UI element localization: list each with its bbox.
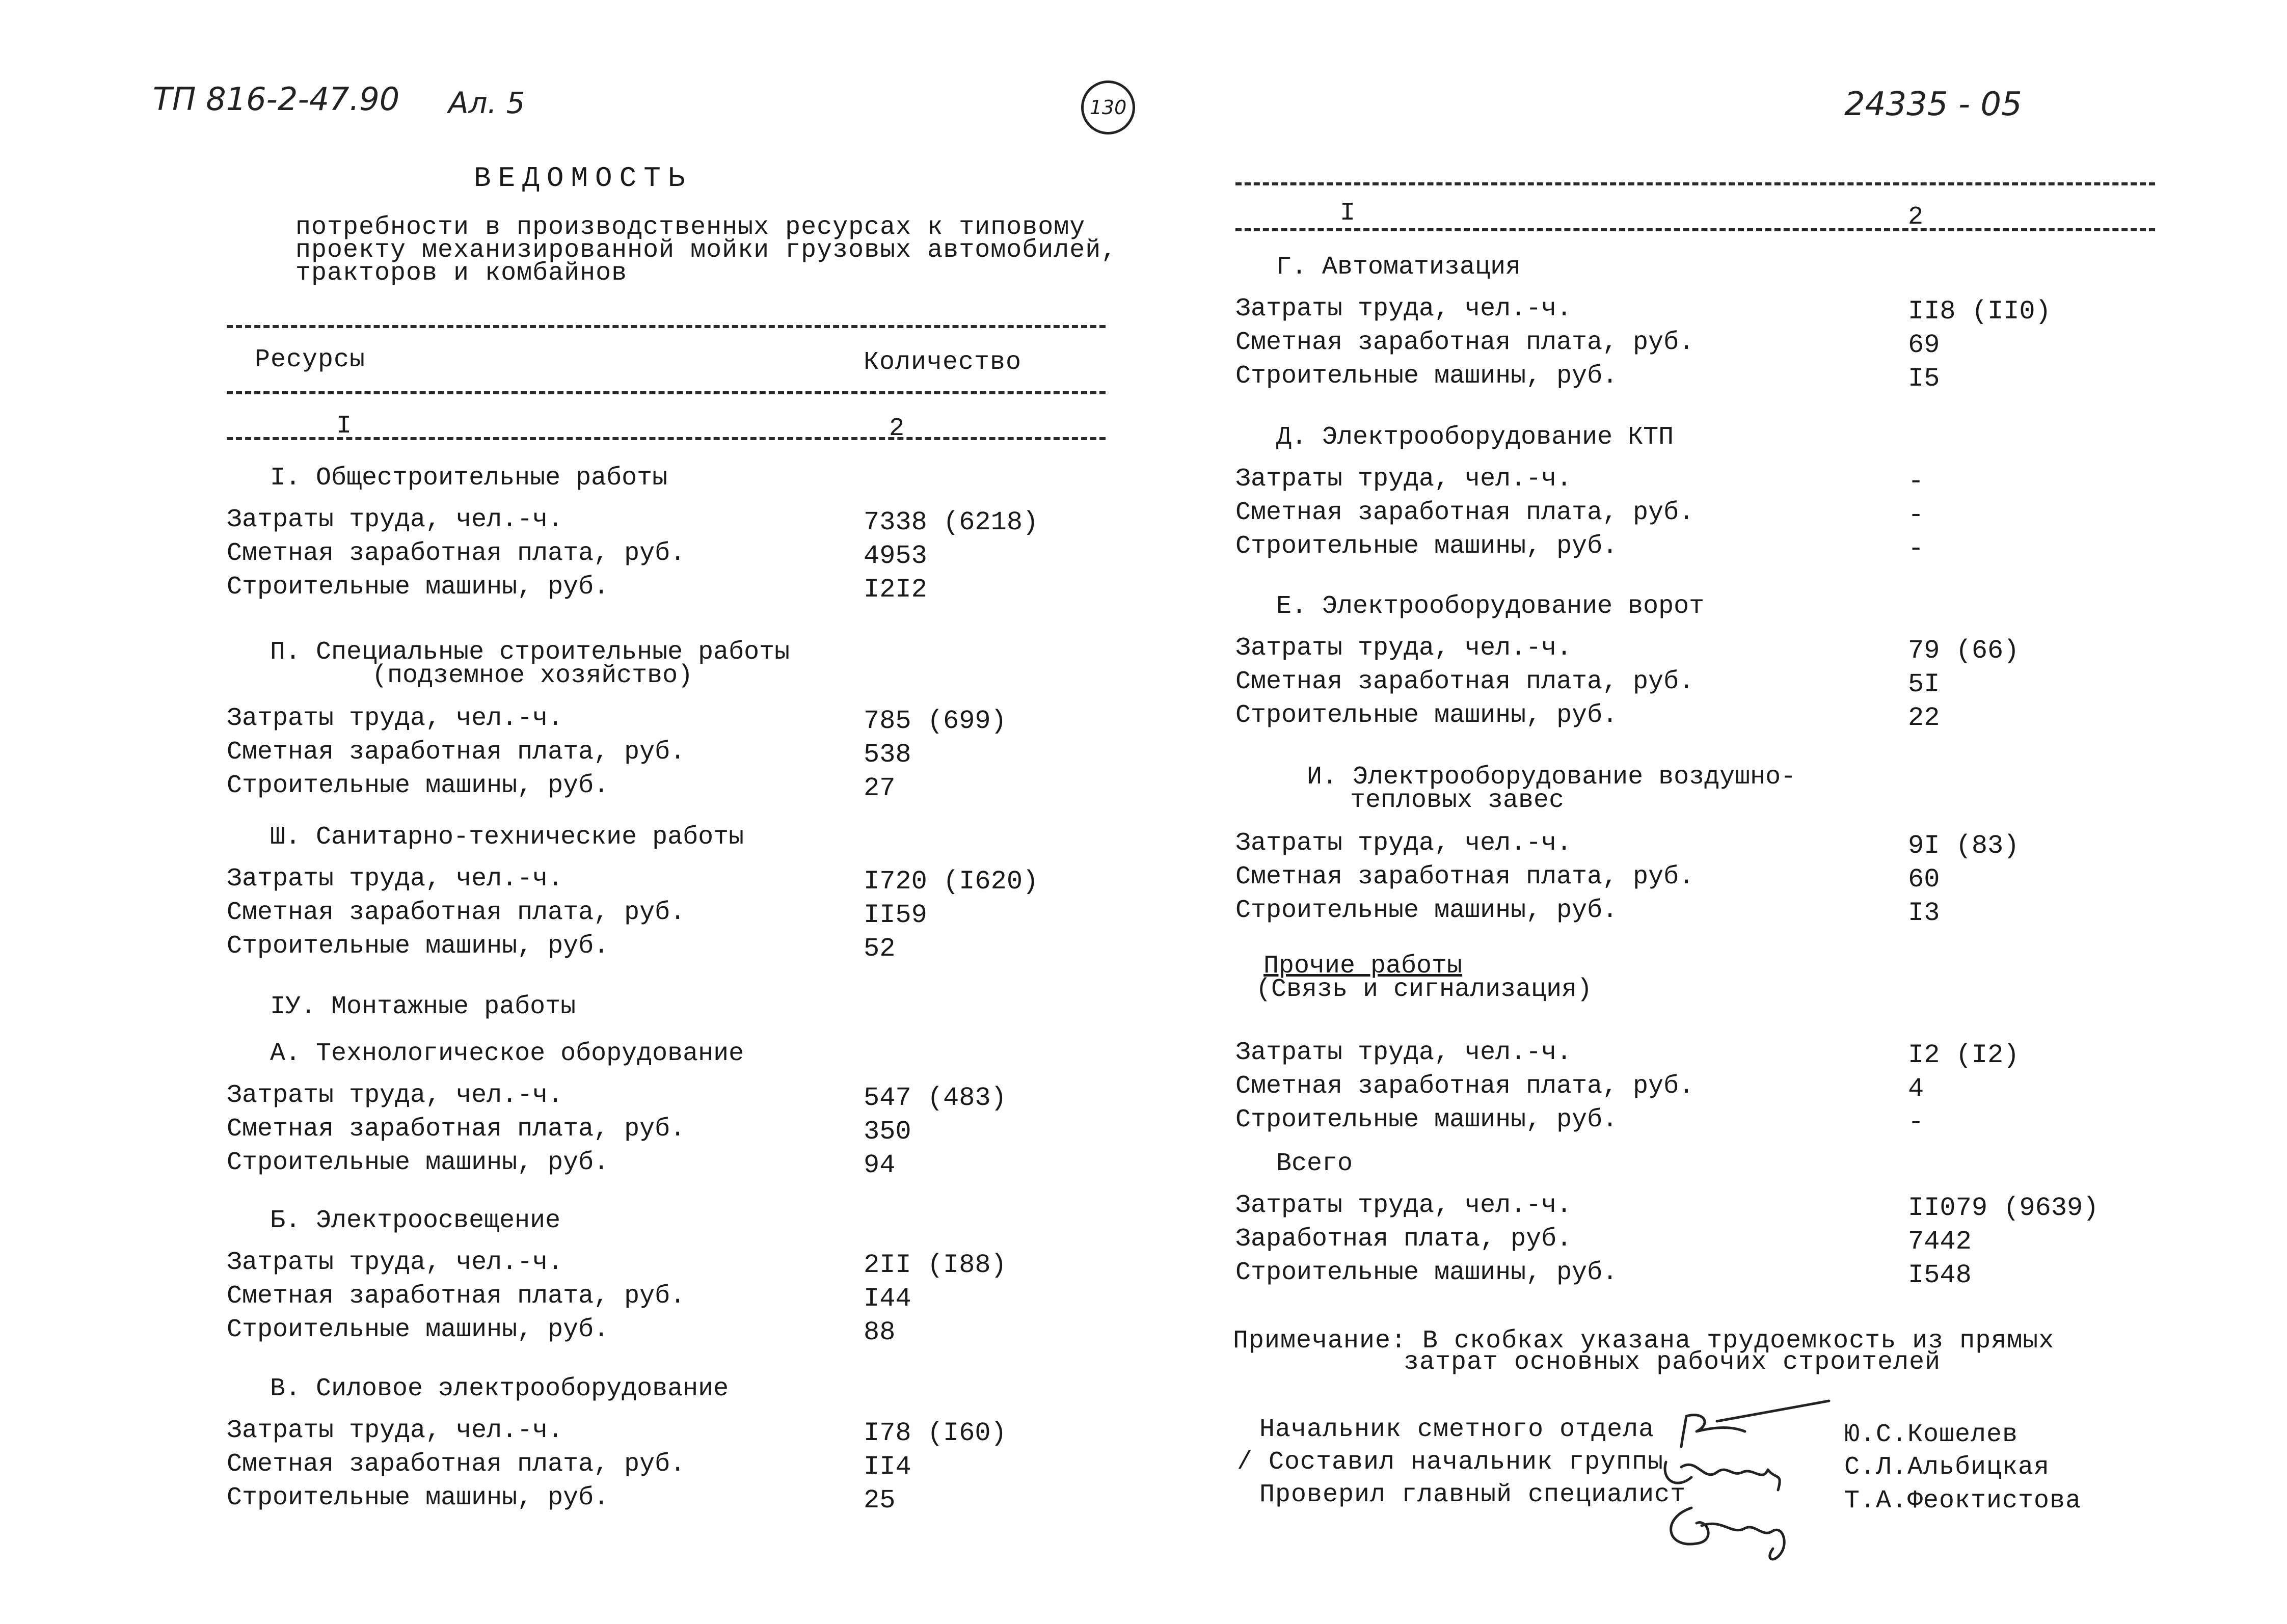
row-label: Строительные машины, руб. — [227, 1315, 609, 1344]
table-rule — [227, 325, 1106, 328]
row-label: Строительные машины, руб. — [1235, 532, 1618, 561]
row-label: Строительные машины, руб. — [1235, 1258, 1618, 1287]
row-value: I720 (I620) — [864, 867, 1039, 897]
section-title: (подземное хозяйство) — [372, 661, 693, 690]
page-number: 130 — [1089, 96, 1127, 119]
page-number-circle — [1081, 80, 1135, 134]
row-label: Затраты труда, чел.-ч. — [227, 505, 563, 534]
row-label: Затраты труда, чел.-ч. — [1235, 465, 1572, 494]
section-title: Г. Автоматизация — [1276, 253, 1521, 282]
row-label: Заработная плата, руб. — [1235, 1225, 1572, 1254]
row-label: Затраты труда, чел.-ч. — [1235, 294, 1572, 323]
row-label: Затраты труда, чел.-ч. — [1235, 1038, 1572, 1067]
row-value: I3 — [1908, 898, 1940, 928]
section-title: Прочие работы — [1263, 952, 1463, 981]
table-rule — [227, 391, 1106, 394]
section-title: IУ. Монтажные работы — [270, 992, 576, 1021]
row-value: 79 (66) — [1908, 636, 2020, 666]
row-label: Строительные машины, руб. — [227, 1148, 609, 1177]
column-header-resources: Ресурсы — [255, 345, 366, 374]
row-value: I5 — [1908, 364, 1940, 394]
row-value: 7442 — [1908, 1227, 1972, 1257]
signature-2-strokes — [1665, 1462, 1780, 1490]
table-rule — [1235, 228, 2155, 231]
signature-1-strokes — [1681, 1415, 1745, 1447]
row-label: Сметная заработная плата, руб. — [227, 1282, 686, 1311]
signatory-name: Т.А.Феоктистова — [1844, 1486, 2082, 1515]
row-label: Сметная заработная плата, руб. — [1235, 328, 1694, 357]
row-label: Сметная заработная плата, руб. — [227, 1450, 686, 1479]
section-title: тепловых завес — [1350, 786, 1565, 815]
column-number-2: 2 — [1908, 203, 1924, 232]
row-value: - — [1908, 534, 1924, 564]
section-title: Б. Электроосвещение — [270, 1206, 561, 1235]
row-value: 27 — [864, 773, 896, 803]
signatory-role: Проверил главный специалист — [1259, 1480, 1686, 1509]
row-value: 22 — [1908, 703, 1940, 733]
row-label: Сметная заработная плата, руб. — [1235, 498, 1694, 527]
section-title: И. Электрооборудование воздушно- — [1307, 763, 1796, 792]
row-value: 60 — [1908, 864, 1940, 895]
note-line: затрат основных рабочих строителей — [1404, 1348, 1941, 1377]
row-label: Сметная заработная плата, руб. — [227, 1115, 686, 1144]
row-label: Затраты труда, чел.-ч. — [1235, 634, 1572, 663]
signatory-role: Начальник сметного отдела — [1259, 1415, 1655, 1444]
row-label: Затраты труда, чел.-ч. — [227, 864, 563, 894]
row-value: 69 — [1908, 330, 1940, 360]
document-title: ВЕДОМОСТЬ — [474, 162, 692, 195]
document-code: ТП 816-2-47.90 — [153, 80, 400, 118]
row-label: Сметная заработная плата, руб. — [1235, 667, 1694, 696]
section-title: А. Технологическое оборудование — [270, 1039, 744, 1068]
section-title: (Связь и сигнализация) — [1256, 975, 1593, 1004]
row-label: Строительные машины, руб. — [227, 1483, 609, 1512]
row-value: - — [1908, 500, 1924, 530]
row-value: I78 (I60) — [864, 1418, 1007, 1448]
row-value: 94 — [864, 1150, 896, 1180]
handwritten-signatures — [1656, 1396, 1839, 1569]
column-number-2: 2 — [889, 414, 905, 443]
row-label: Затраты труда, чел.-ч. — [1235, 1191, 1572, 1220]
row-label: Сметная заработная плата, руб. — [1235, 1072, 1694, 1101]
section-title: Ш. Санитарно-технические работы — [270, 823, 744, 852]
row-label: Затраты труда, чел.-ч. — [227, 704, 563, 733]
sheet-label: Ал. 5 — [448, 86, 525, 120]
row-value: 350 — [864, 1117, 911, 1147]
row-value: II59 — [864, 900, 927, 930]
row-value: I2I2 — [864, 575, 927, 605]
section-title: В. Силовое электрооборудование — [270, 1374, 729, 1403]
row-label: Сметная заработная плата, руб. — [227, 898, 686, 927]
row-label: Строительные машины, руб. — [227, 932, 609, 961]
row-value: - — [1908, 1107, 1924, 1138]
row-label: Строительные машины, руб. — [1235, 1105, 1618, 1134]
section-title: Д. Электрооборудование КТП — [1276, 423, 1674, 452]
row-value: 2II (I88) — [864, 1250, 1007, 1280]
subtitle-line: проекту механизированной мойки грузовых автомобилей, — [295, 236, 1117, 265]
row-label: Строительные машины, руб. — [227, 771, 609, 800]
row-value: I548 — [1908, 1260, 1972, 1290]
row-label: Затраты труда, чел.-ч. — [227, 1081, 563, 1110]
row-value: 538 — [864, 740, 911, 770]
signatory-role: / Составил начальник группы — [1237, 1448, 1664, 1477]
row-label: Сметная заработная плата, руб. — [227, 738, 686, 767]
signatory-name: Ю.С.Кошелев — [1844, 1420, 2019, 1449]
row-value: II8 (II0) — [1908, 296, 2051, 327]
row-label: Сметная заработная плата, руб. — [1235, 862, 1694, 891]
row-value: II079 (9639) — [1908, 1193, 2099, 1223]
section-title: Е. Электрооборудование ворот — [1276, 592, 1705, 621]
subtitle-line: тракторов и комбайнов — [295, 259, 628, 288]
row-value: 7338 (6218) — [864, 507, 1039, 537]
row-value: 25 — [864, 1485, 896, 1515]
row-value: 785 (699) — [864, 706, 1007, 736]
signatory-name: С.Л.Альбицкая — [1844, 1453, 2050, 1482]
signature-1-underline — [1717, 1401, 1829, 1421]
row-label: Строительные машины, руб. — [1235, 362, 1618, 391]
table-rule — [1235, 182, 2155, 185]
row-value: 5I — [1908, 669, 1940, 699]
row-value: 4953 — [864, 541, 927, 571]
inventory-number: 24335 - 05 — [1844, 86, 2022, 123]
row-value: I2 (I2) — [1908, 1040, 2020, 1070]
row-value: I44 — [864, 1284, 911, 1314]
section-title: Всего — [1276, 1149, 1353, 1178]
row-label: Строительные машины, руб. — [227, 573, 609, 602]
row-label: Затраты труда, чел.-ч. — [1235, 829, 1572, 858]
row-value: 52 — [864, 934, 896, 964]
section-title: I. Общестроительные работы — [270, 464, 668, 493]
column-header-quantity: Количество — [864, 348, 1022, 377]
row-value: - — [1908, 467, 1924, 497]
subtitle-line: потребности в производственных ресурсах к типовому — [295, 213, 1086, 242]
column-number-1: I — [1340, 199, 1356, 228]
row-label: Сметная заработная плата, руб. — [227, 539, 686, 568]
signature-3-strokes — [1671, 1508, 1785, 1559]
table-rule — [227, 437, 1106, 440]
section-title: П. Специальные строительные работы — [270, 638, 790, 667]
row-value: 88 — [864, 1317, 896, 1347]
note-line: Примечание: В скобках указана трудоемкость из прямых — [1233, 1327, 2055, 1356]
row-label: Строительные машины, руб. — [1235, 896, 1618, 925]
row-value: 4 — [1908, 1074, 1924, 1104]
column-number-1: I — [336, 412, 353, 441]
row-label: Затраты труда, чел.-ч. — [227, 1248, 563, 1277]
row-label: Строительные машины, руб. — [1235, 701, 1618, 730]
row-value: II4 — [864, 1452, 911, 1482]
row-value: 9I (83) — [1908, 831, 2020, 861]
row-label: Затраты труда, чел.-ч. — [227, 1416, 563, 1445]
row-value: 547 (483) — [864, 1083, 1007, 1113]
